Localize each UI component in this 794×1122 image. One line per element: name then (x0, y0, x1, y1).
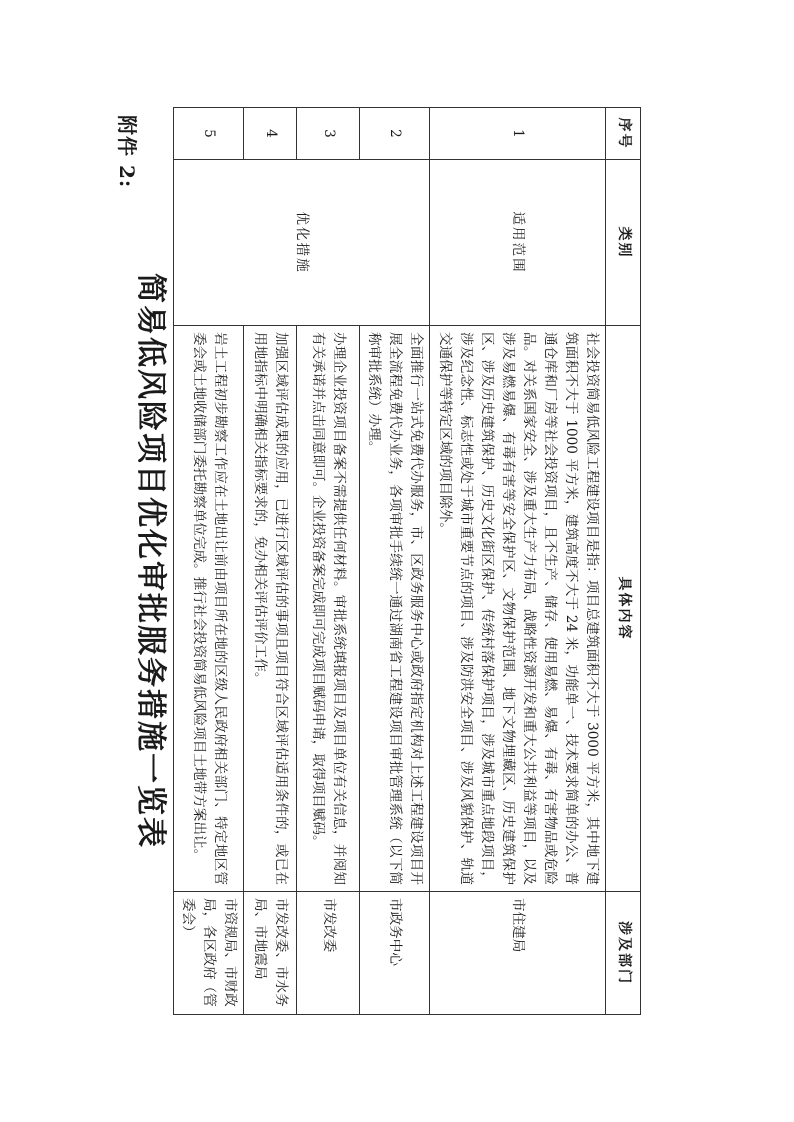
header-row (606, 108, 641, 1015)
attachment-label: 附件 2: (115, 115, 139, 189)
header-category: 类别 (606, 160, 641, 326)
header-content: 具体内容 (606, 326, 641, 892)
row-content: 社会投资简易低风险工程建设项目是指：项目总建筑面积不大于 3000 平方米，其中地下建筑面积不大于 1000 平方米，建筑高度不大于 24 米，功能单一、技术要求简单的办公、普通仓库和厂房等社会投资项目，且不生产、储存、使用易燃、易爆、有毒、有害物品或危险品。对关系国家安全、涉及重大生产力布局、战略性资源开发和重大公共利益等项目，以及涉及易燃易爆、有毒有害等安全保护区、文物保护范围、地下文物埋藏区、历史建筑保护区、涉及历史建筑保护、历史文化街区保护、传统村落保护项目，涉及城市重点地段项目，涉及纪念性、标志性或处于城市重要节点的项目、涉及防洪安全项目、涉及风貌保护、轨道交通保护等特定区域的项目除外。 (430, 326, 606, 892)
row-department: 市发改委、市水务局、市地震局 (244, 892, 297, 1015)
category-scope: 适用范围 (430, 160, 606, 326)
row-index: 3 (297, 108, 360, 160)
row-index: 4 (244, 108, 297, 160)
row-department: 市政务中心 (360, 892, 430, 1015)
row-content: 办理企业投资项目备案不需提供任何材料。审批系统填报项目及项目单位有关信息，并阅知有关承诺并点击同意即可。企业投资备案完成即可完成项目赋码申请，取得项目赋码。 (297, 326, 360, 892)
row-content: 全面推行一站式免费代办服务，市、区政务服务中心或政府指定机构对上述工程建设项目开展全流程免费代办业务，各项审批手续统一通过湖南省工程建设项目审批管理系统（以下简称审批系统）办理。 (360, 326, 430, 892)
header-index: 序号 (606, 108, 641, 160)
row-department: 市发改委 (297, 892, 360, 1015)
row-department: 市资规局、市财政局，各区政府（管委会） (174, 892, 244, 1015)
header-department: 涉及部门 (606, 892, 641, 1015)
measures-table (173, 107, 641, 1015)
row-index: 1 (430, 108, 606, 160)
row-department: 市住建局 (430, 892, 606, 1015)
page-title: 简易低风险项目优化审批服务措施一览表 (133, 273, 168, 849)
table-row (430, 108, 606, 1015)
row-content: 岩土工程初步勘察工作应在土地出让前由项目所在地的区级人民政府相关部门、特定地区管委会或土地收储部门委托勘察单位完成。推行社会投资简易低风险项目土地带方案出让。 (174, 326, 244, 892)
category-measures: 优化措施 (174, 160, 430, 326)
row-index: 2 (360, 108, 430, 160)
row-content: 加强区域评估成果的应用，已进行区域评估的事项且项目符合区域评估适用条件的，或已在用地指标中明确相关指标要求的，免办相关评估评价工作。 (244, 326, 297, 892)
row-index: 5 (174, 108, 244, 160)
table-row (360, 108, 430, 1015)
